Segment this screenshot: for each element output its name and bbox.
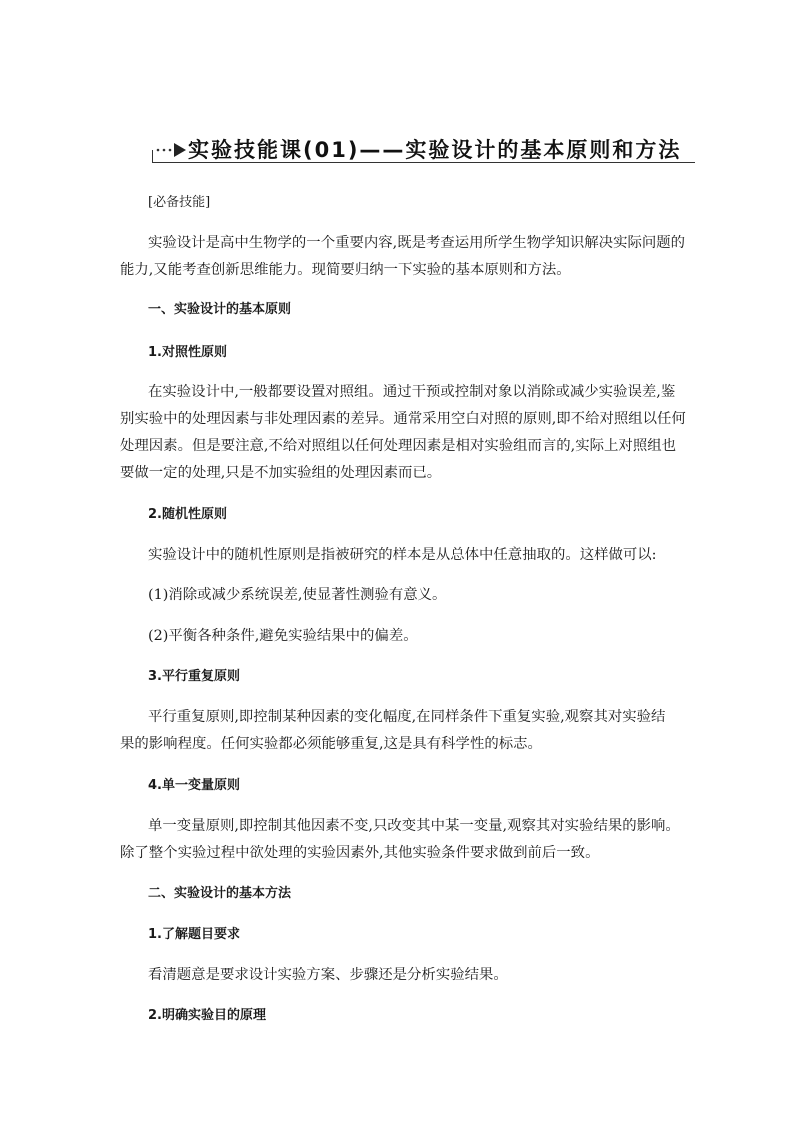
p1-line-2: 别实验中的处理因素与非处理因素的差异。通常采用空白对照的原则,即不给对照组以任何 (120, 411, 686, 427)
p4-heading: 4.单一变量原则 (148, 778, 240, 793)
p2-line-1: 实验设计中的随机性原则是指被研究的样本是从总体中任意抽取的。这样做可以: (148, 547, 657, 563)
p1-line-3: 处理因素。但是要注意,不给对照组以任何处理因素是相对实验组而言的,实际上对照组也 (120, 438, 676, 454)
p3-line-1: 平行重复原则,即控制某种因素的变化幅度,在同样条件下重复实验,观察其对实验结 (148, 709, 666, 725)
title-rule-tick (152, 150, 153, 162)
p2-heading: 2.随机性原则 (148, 507, 227, 522)
section-label: [必备技能] (148, 195, 211, 210)
title-underline (152, 162, 695, 163)
page-title: 实验技能课(01)——实验设计的基本原则和方法 (188, 138, 682, 162)
title-banner (150, 132, 695, 166)
m1-line-1: 看清题意是要求设计实验方案、步骤还是分析实验结果。 (148, 967, 508, 983)
part1-heading: 一、实验设计的基本原则 (148, 302, 292, 317)
intro-line-2: 能力,又能考查创新思维能力。现简要归纳一下实验的基本原则和方法。 (120, 262, 571, 278)
p3-line-2: 果的影响程度。任何实验都必须能够重复,这是具有科学性的标志。 (120, 736, 542, 752)
p3-heading: 3.平行重复原则 (148, 669, 240, 684)
p4-line-2: 除了整个实验过程中欲处理的实验因素外,其他实验条件要求做到前后一致。 (120, 845, 600, 861)
m2-heading: 2.明确实验目的原理 (148, 1008, 266, 1023)
p1-line-1: 在实验设计中,一般都要设置对照组。通过干预或控制对象以消除或减少实验误差,鉴 (148, 384, 676, 400)
intro-line-1: 实验设计是高中生物学的一个重要内容,既是考查运用所学生物学知识解决实际问题的 (148, 235, 686, 251)
p1-line-4: 要做一定的处理,只是不加实验组的处理因素而已。 (120, 465, 442, 481)
p2-line-2: (1)消除或减少系统误差,使显著性测验有意义。 (148, 587, 447, 603)
p1-heading: 1.对照性原则 (148, 345, 227, 360)
p2-line-3: (2)平衡各种条件,避免实验结果中的偏差。 (148, 628, 418, 644)
m1-heading: 1.了解题目要求 (148, 927, 240, 942)
arrow-dots-icon (150, 138, 190, 158)
p4-line-1: 单一变量原则,即控制其他因素不变,只改变其中某一变量,观察其对实验结果的影响。 (148, 818, 680, 834)
part2-heading: 二、实验设计的基本方法 (148, 886, 292, 901)
